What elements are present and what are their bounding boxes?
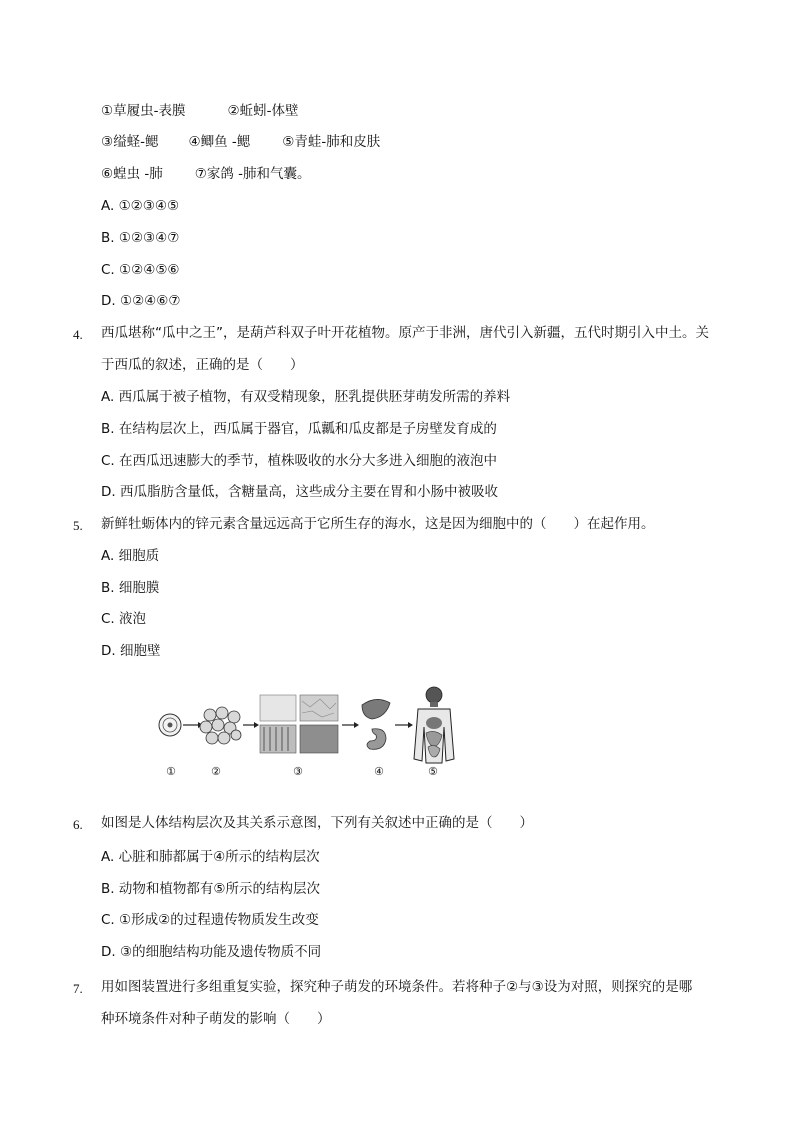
q7-stem-line1: 用如图装置进行多组重复实验，探究种子萌发的环境条件。若将种子②与③设为对照，则探究的是哪	[101, 979, 693, 995]
cell-cluster-icon	[200, 707, 241, 744]
q4-number: 4.	[73, 327, 83, 342]
q5-option-a[interactable]: A. 细胞质	[101, 548, 160, 564]
q5-option-b[interactable]: B. 细胞膜	[101, 580, 160, 596]
organs-icon	[362, 699, 390, 749]
q3-pair-1: ①草履虫-表膜	[101, 103, 186, 119]
figure-label-4: ④	[374, 765, 384, 778]
zygote-icon	[159, 714, 181, 736]
q3-pair-6: ⑥蝗虫 -肺	[101, 166, 163, 182]
q4-stem-line1: 西瓜堪称“瓜中之王”，是葫芦科双子叶开花植物。原产于非洲，唐代引入新疆，五代时期引入中土。关	[101, 325, 709, 341]
structure-levels-diagram	[150, 683, 470, 783]
q6-option-d[interactable]: D. ③的细胞结构功能及遗传物质不同	[101, 944, 322, 960]
human-body-icon	[414, 687, 454, 763]
arrow-2-icon	[243, 722, 259, 728]
q3-option-c[interactable]: C. ①②④⑤⑥	[101, 262, 180, 278]
q3-option-b[interactable]: B. ①②③④⑦	[101, 230, 180, 246]
q6-option-c[interactable]: C. ①形成②的过程遗传物质发生改变	[101, 912, 319, 928]
q5-stem: 新鲜牡蛎体内的锌元素含量远远高于它所生存的海水，这是因为细胞中的（ ）在起作用。	[101, 516, 655, 532]
q3-pairs-row3	[101, 165, 311, 183]
figure-label-1: ①	[166, 765, 176, 778]
q3-pair-2: ②蚯蚓-体壁	[227, 103, 299, 119]
arrow-4-icon	[395, 722, 413, 728]
q3-pair-7: ⑦家鸽 -肺和气囊。	[194, 166, 311, 182]
q6-option-b[interactable]: B. 动物和植物都有⑤所示的结构层次	[101, 881, 320, 897]
q3-pairs-row2	[101, 133, 380, 151]
q3-pair-3: ③缢蛏-鳃	[101, 134, 159, 150]
q4-option-d[interactable]: D. 西瓜脂肪含量低，含糖量高，这些成分主要在胃和小肠中被吸收	[101, 484, 498, 500]
q3-pairs-row1	[101, 102, 298, 120]
figure-label-3: ③	[293, 765, 303, 778]
q6-number: 6.	[73, 817, 83, 832]
structure-levels-figure	[150, 683, 470, 783]
q5-option-c[interactable]: C. 液泡	[101, 611, 147, 627]
arrow-3-icon	[342, 722, 359, 728]
q3-option-d[interactable]: D. ①②④⑥⑦	[101, 293, 181, 309]
tissues-icon	[260, 695, 338, 753]
figure-label-5: ⑤	[428, 765, 438, 778]
q4-stem-line2: 于西瓜的叙述，正确的是（ ）	[101, 357, 304, 373]
q6-option-a[interactable]: A. 心脏和肺都属于④所示的结构层次	[101, 849, 320, 865]
q4-option-b[interactable]: B. 在结构层次上，西瓜属于器官，瓜瓤和瓜皮都是子房壁发育成的	[101, 421, 497, 437]
q3-pair-4: ④鲫鱼 -鳃	[188, 134, 251, 150]
q6-stem: 如图是人体结构层次及其关系示意图，下列有关叙述中正确的是（ ）	[101, 815, 533, 831]
q3-pair-5: ⑤青蛙-肺和皮肤	[282, 134, 381, 150]
q5-number: 5.	[73, 518, 83, 533]
q5-option-d[interactable]: D. 细胞壁	[101, 643, 161, 659]
q7-number: 7.	[73, 981, 83, 996]
figure-label-2: ②	[211, 765, 221, 778]
q4-option-a[interactable]: A. 西瓜属于被子植物，有双受精现象，胚乳提供胚芽萌发所需的养料	[101, 389, 511, 405]
q4-option-c[interactable]: C. 在西瓜迅速膨大的季节，植株吸收的水分大多进入细胞的液泡中	[101, 453, 498, 469]
q3-option-a[interactable]: A. ①②③④⑤	[101, 198, 180, 214]
q7-stem-line2: 种环境条件对种子萌发的影响（ ）	[101, 1011, 331, 1027]
